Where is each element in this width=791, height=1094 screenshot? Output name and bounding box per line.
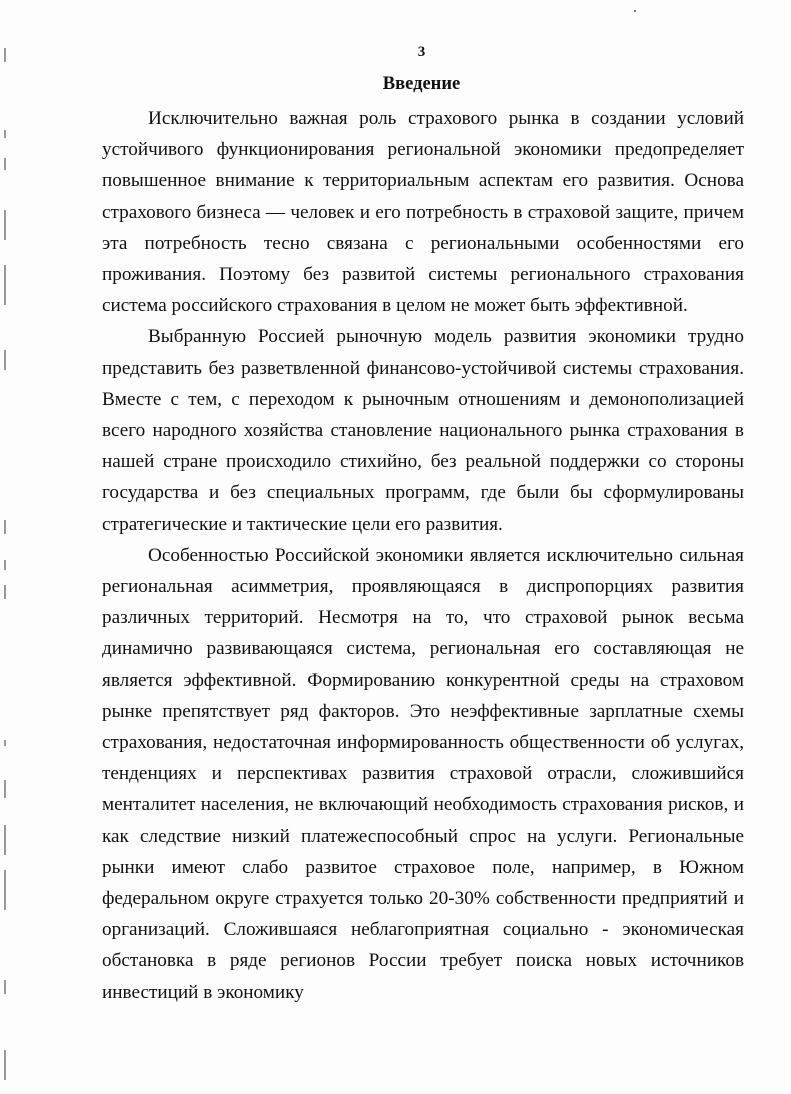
scan-mark: [4, 265, 6, 305]
scan-mark: [4, 158, 6, 170]
scan-mark: [4, 350, 6, 370]
body-text: [102, 103, 744, 1008]
scan-mark: [4, 560, 6, 570]
scan-mark: [4, 520, 6, 534]
section-heading: Введение: [382, 74, 461, 94]
scan-mark: [4, 870, 6, 910]
scan-mark: [4, 48, 6, 62]
scan-mark: [4, 1050, 6, 1080]
scan-mark: [4, 210, 6, 240]
paragraph: Исключительно важная роль страхового рынка в создании условий устойчивого функционирования региональной экономики предопределяет повышенное внимание к территориальным аспектам его развития. Основа страхового бизнеса — человек и его потребность в страховой защите, причем эта потребность тесно связана с региональными особенностями его проживания. Поэтому без развитой системы регионального страхования система российского страхования в целом не может быть эффективной.: [102, 108, 744, 317]
scan-artifact: [634, 10, 636, 12]
scan-edge-marks: [4, 40, 12, 1090]
scan-mark: [4, 130, 6, 138]
paragraph: Особенностью Российской экономики является исключительно сильная региональная асимметрия, проявляющаяся в диспропорциях развития различных территорий. Несмотря на то, что страховой рынок весьма динамично развивающаяся система, региональная его составляющая не является эффективной. Формированию конкурентной среды на страховом рынке препятствует ряд факторов. Это неэффективные зарплатные схемы страхования, недостаточная информированность общественности об услугах, тенденциях и перспективах развития страховой отрасли, сложившийся менталитет населения, не включающий необходимость страхования рисков, и как следствие низкий платежеспособный спрос на услуги. Региональные рынки имеют слабо развитое страховое поле, например, в Южном федеральном округе страхуется только 20-30% собственности предприятий и организаций. Сложившаяся неблагоприятная социально - экономическая обстановка в ряде регионов России требует поиска новых источников инвестиций в экономику: [102, 544, 744, 1003]
scan-mark: [4, 980, 6, 994]
scan-mark: [4, 825, 6, 855]
scan-mark: [4, 585, 6, 599]
scan-mark: [4, 780, 6, 798]
page-number: 3: [417, 44, 426, 60]
scan-mark: [4, 740, 6, 746]
paragraph: Выбранную Россией рыночную модель развития экономики трудно представить без разветвленной финансово-устойчивой системы страхования. Вместе с тем, с переходом к рыночным отношениям и демонополизацией всего народного хозяйства становление национального рынка страхования в нашей стране происходило стихийно, без реальной поддержки со стороны государства и без специальных программ, где были бы сформулированы стратегические и тактические цели его развития.: [102, 326, 744, 535]
